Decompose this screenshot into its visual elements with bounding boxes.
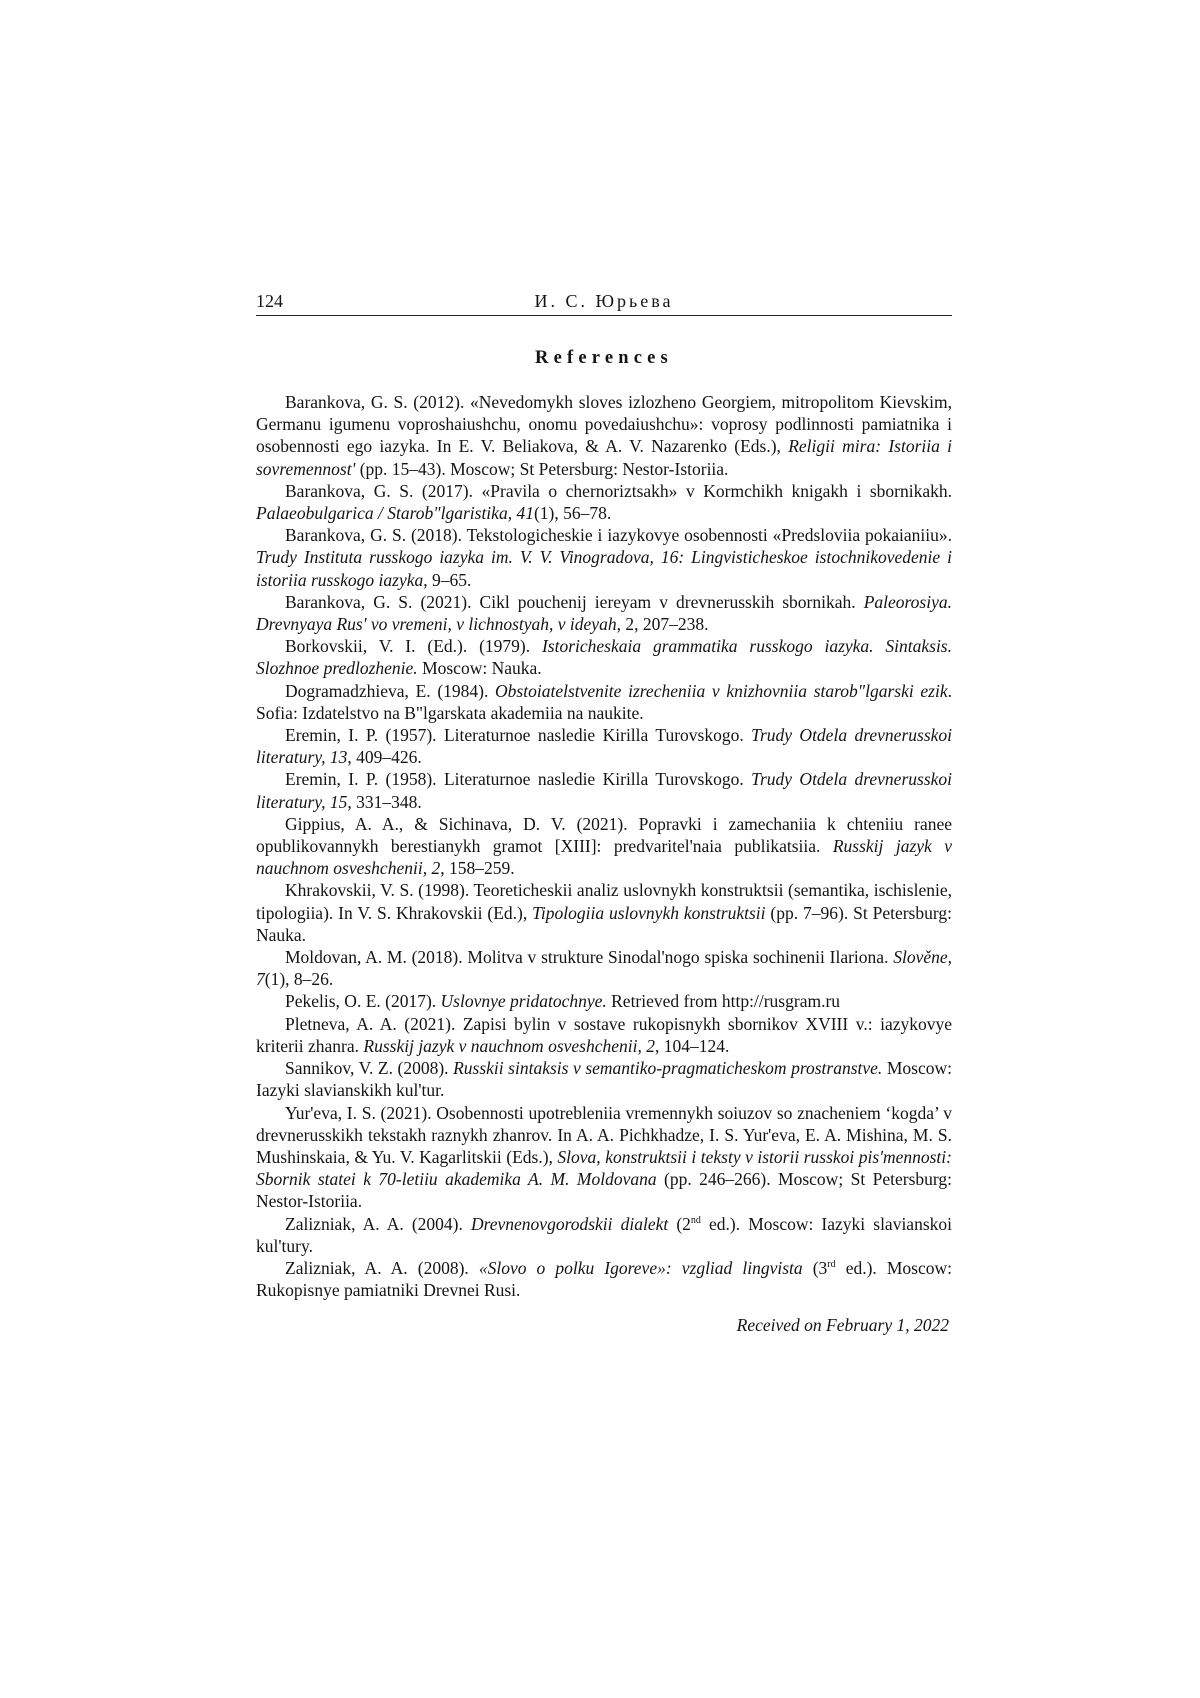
- reference-text: Zalizniak, A. A. (2004).: [285, 1213, 471, 1234]
- reference-text: Pletneva, A. A. (2021). Zapisi bylin v sostave rukopisnykh sbornikov XVIII v.: iazykovye kriterii zhanra.: [256, 1013, 952, 1056]
- reference-entry: [256, 724, 952, 768]
- reference-text: (pp. 15–43). Moscow; St Petersburg: Nestor-Istoriia.: [355, 458, 729, 479]
- reference-text: (3: [802, 1257, 828, 1278]
- page-number: 124: [256, 291, 283, 311]
- reference-text: Moscow: Nauka.: [417, 658, 542, 679]
- journal-page: [256, 287, 952, 1336]
- reference-title: Palaeobulgarica / Starob"lgaristika, 41: [256, 503, 534, 524]
- reference-entry: [256, 480, 952, 524]
- reference-text: Pekelis, O. E. (2017).: [285, 991, 441, 1012]
- reference-text: (1), 56–78.: [533, 503, 612, 524]
- reference-entry: [256, 635, 952, 679]
- reference-text: Barankova, G. S. (2018). Tekstologicheskie i iazykovye osobennosti «Predsloviia pokaianiiu».: [285, 525, 952, 546]
- reference-list: [256, 391, 952, 1301]
- reference-title: Russkii sintaksis v semantiko-pragmaticheskom prostranstve.: [453, 1058, 883, 1079]
- edition-superscript: nd: [690, 1214, 701, 1226]
- reference-title: Slověne, 7: [256, 947, 952, 990]
- reference-text: Gippius, A. A., & Sichinava, D. V. (2021). Popravki i zamechaniia k chteniiu ranee opublikovannykh berestianykh gramot [XIII]: predvaritel'naia publikatsiia.: [256, 813, 952, 857]
- received-date: Received on February 1, 2022: [736, 1315, 949, 1336]
- reference-entry: [256, 1013, 952, 1057]
- reference-entry: [256, 879, 952, 946]
- reference-text: (pp. 246–266). Moscow; St Petersburg: Nestor-Istoriia.: [256, 1169, 953, 1212]
- reference-entry: [256, 524, 952, 591]
- reference-title: Russkij jazyk v nauchnom osveshchenii, 2: [256, 836, 952, 879]
- reference-text: , 104–124.: [655, 1035, 730, 1056]
- running-head: [256, 287, 952, 316]
- reference-text: Barankova, G. S. (2012). «Nevedomykh sloves izlozheno Georgiem, mitropolitom Kievskim, Germanu igumenu voproshaiushchu, onomu povedaiushchu»: voprosy podlinnosti pamiatnika i osobennosti ego iazyka. In E. V. Beliakova, & A. V. Nazarenko (Eds.),: [256, 392, 952, 457]
- reference-title: Trudy Otdela drevnerusskoi literatury, 15: [256, 769, 953, 812]
- reference-title: Tipologiia uslovnykh konstruktsii: [532, 902, 766, 923]
- reference-text: (2: [668, 1213, 691, 1234]
- reference-text: Eremin, I. P. (1958). Literaturnoe nasledie Kirilla Turovskogo.: [285, 769, 752, 790]
- reference-text: , 409–426.: [347, 747, 422, 768]
- reference-title: Istoricheskaia grammatika russkogo iazyka. Sintaksis. Slozhnoe predlozhenie.: [256, 636, 952, 679]
- edition-superscript: rd: [827, 1258, 836, 1270]
- reference-title: «Slovo o polku Igoreve»: vzgliad lingvista: [478, 1257, 803, 1278]
- reference-text: Yur'eva, I. S. (2021). Osobennosti upotrebleniia vremennykh soiuzov so znacheniem ‘kogda’ v drevnerusskikh tekstakh raznykh zhanrov. In A. A. Pichkhadze, I. S. Yur'eva, E. A. Mishina, M. S. Mushinskaia, & Yu. V. Kagarlitskii (Eds.),: [256, 1102, 952, 1167]
- reference-text: (pp. 7–96). St Petersburg: Nauka.: [256, 902, 952, 945]
- reference-text: Moldovan, A. M. (2018). Molitva v strukture Sinodal'nogo spiska sochinenii Ilariona.: [285, 947, 894, 968]
- reference-text: , 9–65.: [423, 569, 472, 590]
- references-heading: References: [535, 348, 673, 368]
- reference-text: ed.). Moscow: Rukopisnye pamiatniki Drevnei Rusi.: [256, 1257, 953, 1301]
- reference-text: Barankova, G. S. (2021). Cikl pouchenij iereyam v drevnerusskih sbornikah.: [285, 591, 864, 612]
- reference-text: (1), 8–26.: [264, 969, 334, 990]
- reference-entry: [256, 1057, 952, 1101]
- reference-entry: [256, 990, 952, 1012]
- reference-title: Drevnenovgorodskii dialekt: [470, 1213, 669, 1234]
- reference-text: Eremin, I. P. (1957). Literaturnoe nasledie Kirilla Turovskogo.: [285, 725, 752, 746]
- reference-title: Trudy Instituta russkogo iazyka im. V. V. Vinogradova, 16: Lingvisticheskoe istochnikovedenie i istoriia russkogo iazyka: [256, 547, 952, 590]
- reference-entry: [256, 813, 952, 880]
- reference-entry: [256, 1102, 952, 1213]
- reference-entry: [256, 946, 952, 990]
- reference-entry: [256, 1257, 952, 1301]
- reference-title: Paleorosiya. Drevnyaya Rus' vo vremeni, v lichnostyah, v ideyah: [256, 591, 952, 635]
- reference-title: Uslovnye pridatochnye.: [440, 991, 607, 1012]
- reference-entry: [256, 680, 952, 724]
- reference-text: Borkovskii, V. I. (Ed.). (1979).: [285, 636, 542, 657]
- reference-text: . Sofia: Izdatelstvo na B"lgarskata akademiia na naukite.: [256, 680, 953, 723]
- reference-text: , 331–348.: [347, 791, 422, 812]
- reference-text: Dogramadzhieva, E. (1984).: [285, 680, 496, 701]
- reference-entry: [256, 591, 952, 635]
- reference-text: Retrieved from http://rusgram.ru: [606, 991, 841, 1012]
- reference-title: Russkij jazyk v nauchnom osveshchenii, 2: [363, 1035, 655, 1056]
- reference-text: Khrakovskii, V. S. (1998). Teoreticheskii analiz uslovnykh konstruktsii (semantika, ischislenie, tipologiia). In V. S. Khrakovskii (Ed.),: [256, 880, 952, 923]
- reference-title: Slova, konstruktsii i teksty v istorii russkoi pis'mennosti: Sbornik statei k 70-letiiu akademika A. M. Moldovana: [256, 1146, 952, 1190]
- reference-text: , 2, 207–238.: [616, 614, 709, 635]
- reference-text: Moscow: Iazyki slavianskikh kul'tur.: [256, 1058, 952, 1101]
- reference-text: ed.). Moscow: Iazyki slavianskoi kul'tury.: [256, 1213, 952, 1256]
- reference-text: Zalizniak, A. A. (2008).: [285, 1257, 479, 1278]
- reference-title: Obstoiatelstvenite izrecheniia v knizhovniia starob"lgarski ezik: [495, 680, 948, 701]
- reference-text: Barankova, G. S. (2017). «Pravila o chernoriztsakh» v Kormchikh knigakh i sbornikakh.: [285, 480, 952, 501]
- running-head-author: И. С. Юрьева: [534, 291, 674, 311]
- reference-entry: [256, 1213, 952, 1257]
- reference-title: Religii mira: Istoriia i sovremennost': [256, 436, 952, 479]
- reference-entry: [256, 391, 952, 480]
- reference-title: Trudy Otdela drevnerusskoi literatury, 13: [256, 725, 953, 768]
- reference-text: Sannikov, V. Z. (2008).: [285, 1058, 454, 1079]
- reference-entry: [256, 768, 952, 812]
- reference-text: , 158–259.: [440, 858, 515, 879]
